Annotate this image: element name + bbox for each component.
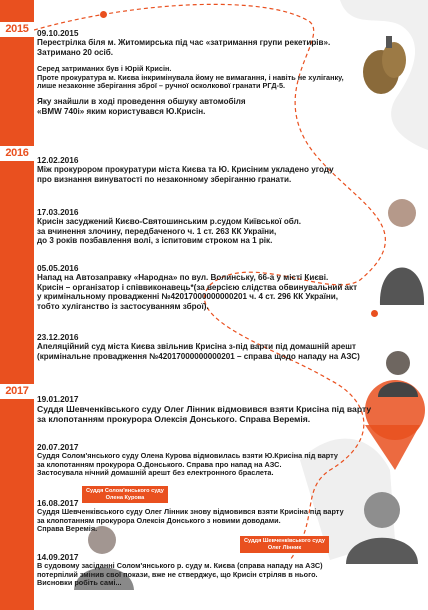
event-2016-02-12: [37, 155, 334, 184]
event-text: Висновки робіть самі...: [37, 578, 122, 588]
event-text: Справа Веремія.: [37, 524, 98, 534]
event-text: Напад на Автозаправку «Народна» по вул. Волинську, 66-а у місті Києві.: [37, 273, 329, 282]
caption-judge-linnyk: [240, 536, 329, 553]
event-2016-12-23: [37, 332, 360, 361]
event-text: за клопотанням прокурора О.Донського. Справа про напад на АЗС.: [37, 459, 282, 469]
event-text: Проте прокуратура м. Києва інкримінувала йому не вимагання, і навіть не хуліганку,: [37, 72, 344, 82]
grenade-image: [356, 30, 416, 100]
event-text: до 3 років позбавлення волі, з іспитовим строком на 1 рік.: [37, 236, 273, 246]
event-date: 19.01.2017: [37, 394, 79, 404]
event-text: Застосувала нічний домашній арешт без електронного браслета.: [37, 468, 274, 478]
event-2016-03-17: [37, 207, 301, 246]
event-2016-05-05: [37, 263, 357, 311]
event-2015-10-09: [37, 28, 344, 116]
event-text: тобто хуліганство із застосуванням зброї).: [37, 301, 209, 311]
event-2017-01-19: [37, 394, 371, 424]
event-text: за клопотанням прокурора Олексія Донського. Справа Веремія.: [37, 414, 311, 424]
event-2017-09-14: [37, 552, 323, 588]
year-label-2017: 2017: [0, 384, 34, 399]
event-text: Суддя Шевченківського суду Олег Лінник знову відмовився взяти Крисіна під варту: [37, 507, 344, 516]
event-text: Між прокурором прокуратури міста Києва та Ю. Крисіним укладено угоду: [37, 165, 334, 174]
year-label-2015: 2015: [0, 22, 34, 37]
man-portrait-2016: [378, 195, 426, 305]
man-portrait-2017: [376, 345, 420, 397]
timeline-node: [371, 310, 378, 317]
event-text: Крисін засуджений Києво-Святошинським р.судом Київської обл.: [37, 217, 301, 226]
event-text: Перестрілка біля м. Житомирська під час «затримання групи рекетирів».: [37, 38, 331, 47]
event-date: 23.12.2016: [37, 332, 79, 342]
event-2017-07-20: [37, 442, 338, 478]
event-text: Затримано 20 осіб.: [37, 47, 114, 57]
caption-line: Суддя Шевченківського суду: [244, 538, 326, 544]
event-date: 17.03.2016: [37, 207, 79, 217]
event-text: «BMW 740i» яким користувався Ю.Крисін.: [37, 106, 206, 116]
caption-line: Суддя Солом'янського суду: [86, 488, 164, 494]
event-date: 14.09.2017: [37, 552, 79, 562]
event-text: у кримінальному провадженні №42017000000000201 ч. 4 ст. 296 КК України,: [37, 292, 338, 302]
judge-linnyk-photo: [342, 484, 422, 564]
event-text: Суддя Солом'янського суду Олена Курова відмовилась взяти Ю.Крисіна під варту: [37, 451, 338, 460]
event-text: лише незаконне зберігання зброї – ручної осколкової гранати РГД-5.: [37, 81, 286, 91]
event-text: потерпілий змінив свої покази, вже не стверджує, що Крисін стріляв в нього.: [37, 569, 318, 579]
event-text: В судовому засіданні Солом'янського р. суду м. Києва (справа нападу на АЗС): [37, 561, 323, 570]
event-text: за вчинення злочину, передбаченого ч. 1 ст. 263 КК України,: [37, 226, 277, 236]
event-date: 20.07.2017: [37, 442, 79, 452]
event-text: Серед затриманих був і Юрій Крисін.: [37, 64, 172, 74]
timeline-rail: [0, 0, 34, 610]
event-text: (кримінальне провадження №42017000000000201 – справа щодо нападу на АЗС): [37, 351, 360, 361]
event-text: за клопотанням прокурора Олексія Донського з новими доводами.: [37, 515, 281, 525]
event-text: Суддя Шевченківського суду Олег Лінник відмовився взяти Крисіна під варту: [37, 404, 372, 414]
event-text: Апеляційний суд міста Києва звільнив Крисіна з-під варти під домашній арешт: [37, 342, 357, 351]
event-text: про визнання винуватості по незаконному зберіганню гранати.: [37, 174, 292, 184]
caption-line: Олег Лінник: [267, 544, 302, 551]
event-date: 16.08.2017: [37, 498, 79, 508]
caption-line: Олена Курова: [105, 494, 145, 501]
event-text: Крисін – організатор і співвиконавець*(за версією слідства обвинувальний акт: [37, 282, 358, 292]
event-text: Яку знайшли в ході проведення обшуку автомобіля: [37, 96, 246, 106]
event-2017-08-16: [37, 498, 344, 534]
event-date: 05.05.2016: [37, 263, 79, 273]
year-label-2016: 2016: [0, 146, 34, 161]
timeline-node: [100, 11, 107, 18]
event-date: 12.02.2016: [37, 155, 79, 165]
event-date: 09.10.2015: [37, 28, 79, 38]
